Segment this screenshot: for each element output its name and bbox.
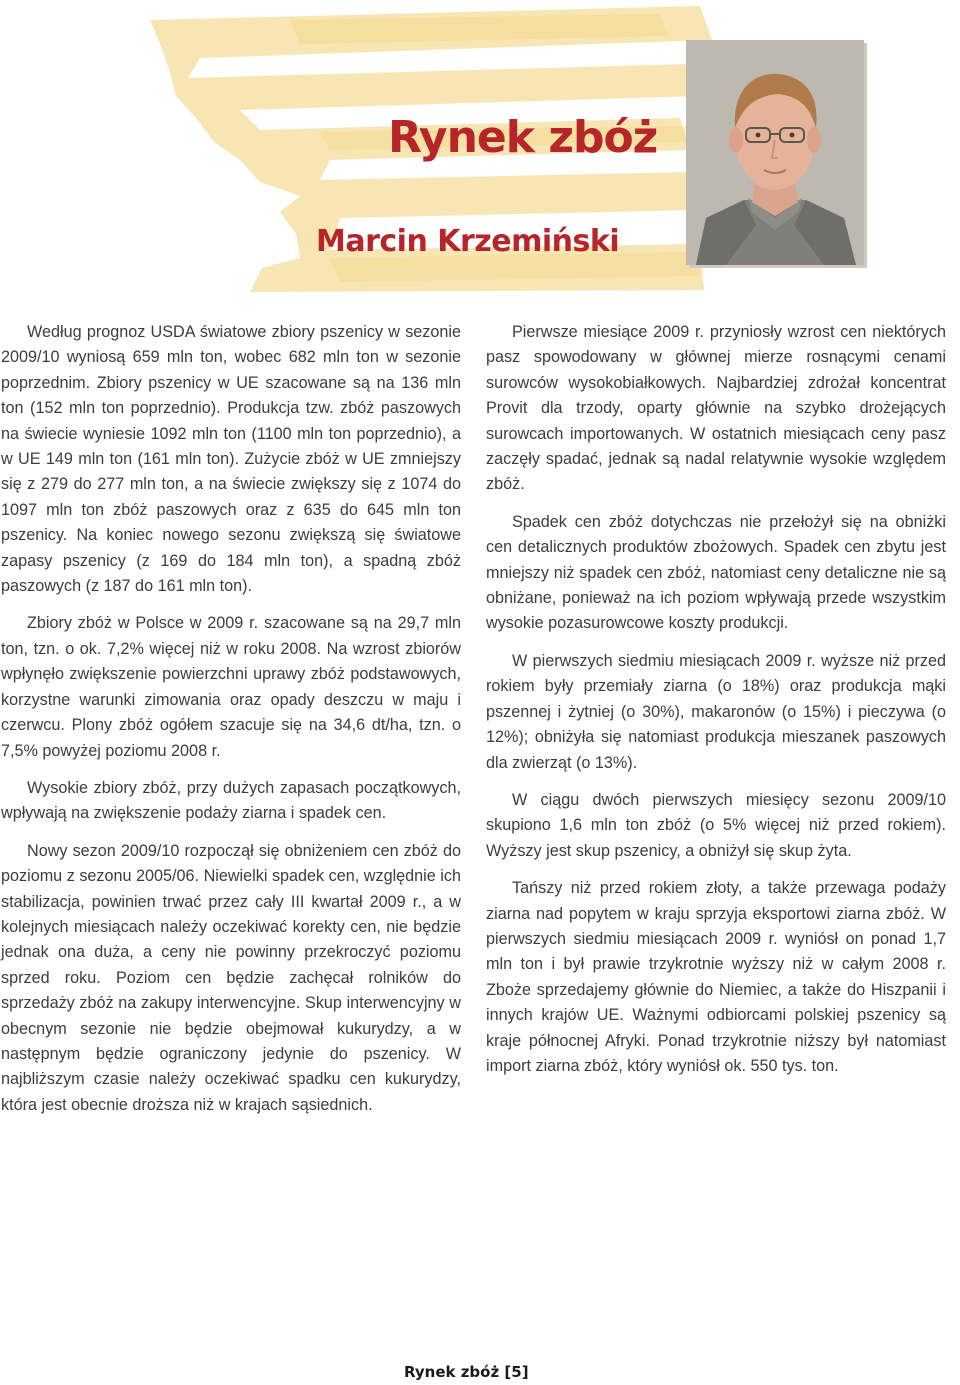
paragraph: Zbiory zbóż w Polsce w 2009 r. szacowane są na 29,7 mln ton, tzn. o ok. 7,2% więcej niż w roku 2008. Na wzrost zbiorów wpłynęło zwiększenie powierzchni uprawy zbóż podstawowych, korzystne warunki zimowania oraz opady deszczu w maju i czerwcu. Plony zbóż ogółem szacuje się na 34,6 dt/ha, tzn. o 7,5% powyżej poziomu 2008 r. xyxy=(1,614,461,760)
paragraph: Według prognoz USDA światowe zbiory pszenicy w sezonie 2009/10 wyniosą 659 mln ton, wobec 682 mln ton w sezonie poprzednim. Zbiory pszenicy w UE szacowane są na 136 mln ton (152 mln ton poprzednio). Produkcja tzw. zbóż paszowych na świecie wyniesie 1092 mln ton (1100 mln ton poprzednio), a w UE 149 mln ton (161 mln ton). Zużycie zbóż w UE zmniejszy się z 279 do 277 mln ton, a na świecie zwiększy się z 1074 do 1097 mln ton zbóż paszowych oraz z 635 do 645 mln ton pszenicy. Na koniec nowego sezonu zwiększą się światowe zapasy pszenicy (z 169 do 184 mln ton), a spadną zbóż paszowych (z 187 do 161 mln ton). xyxy=(1,323,461,596)
left-column xyxy=(1,320,461,1130)
paragraph: Spadek cen zbóż dotychczas nie przełożył się na obniżki cen detalicznych produktów zbożowych. Spadek cen zbytu jest mniejszy niż spadek cen zbóż, natomiast ceny detaliczne nie są obniżane, ponieważ na ich poziom wpływają przede wszystkim wysokie pozasurowcowe koszty produkcji. xyxy=(486,512,946,633)
right-column xyxy=(486,320,946,1091)
page-title: Rynek zbóż xyxy=(388,112,658,163)
paragraph: Pierwsze miesiące 2009 r. przyniosły wzrost cen niektórych pasz spowodowany w głównej mierze rosnącymi cenami surowców wysokobiałkowych. Najbardziej zdrożał koncentrat Provit dla trzody, oparty głównie na szybko drożejących surowcach importowanych. W ostatnich miesiącach ceny pasz zaczęły spadać, jednak są nadal relatywnie wysokie względem zbóż. xyxy=(486,323,946,494)
paragraph: W pierwszych siedmiu miesiącach 2009 r. wyższe niż przed rokiem były przemiały ziarna (o 18%) oraz produkcja mąki pszennej i żytniej (o 30%), makaronów (o 15%) i pieczywa (o 12%); obniżyła się natomiast produkcja mieszanek paszowych dla zwierząt (o 13%). xyxy=(486,651,946,772)
author-portrait-icon xyxy=(686,40,864,265)
paragraph: W ciągu dwóch pierwszych miesięcy sezonu 2009/10 skupiono 1,6 mln ton zbóż (o 5% więcej niż przed rokiem). Wyższy jest skup pszenicy, a obniżył się skup żyta. xyxy=(486,790,946,860)
author-photo xyxy=(686,40,864,265)
paragraph: Nowy sezon 2009/10 rozpoczął się obniżeniem cen zbóż do poziomu z sezonu 2005/06. Niewielki spadek cen, względnie ich stabilizacja, powinien trwać przez cały III kwartał 2009 r., a w kolejnych miesiącach należy oczekiwać korekty cen, nie będzie jednak ona duża, a ceny nie powinny przekroczyć poziomu sprzed roku. Poziom cen będzie zachęcał rolników do sprzedaży zbóż na zakupy interwencyjne. Skup interwencyjny w obecnym sezonie nie będzie obejmował kukurydzy, a w następnym będzie ograniczony jedynie do pszenicy. W najbliższym czasie należy oczekiwać spadku cen kukurydzy, która jest obecnie droższa niż w krajach sąsiednich. xyxy=(1,841,461,1114)
author-name: Marcin Krzemiński xyxy=(316,224,620,259)
page-footer: Rynek zbóż [5] xyxy=(404,1363,529,1381)
paragraph: Tańszy niż przed rokiem złoty, a także przewaga podaży ziarna nad popytem w kraju sprzyja eksportowi ziarna zbóż. W pierwszych siedmiu miesiącach 2009 r. wyniósł on ponad 1,7 mln ton i był prawie trzykrotnie wyższy niż w całym 2008 r. Zboże sprzedajemy głównie do Niemiec, a także do Hiszpanii i innych krajów UE. Ważnymi odbiorcami polskiej pszenicy są kraje północnej Afryki. Ponad trzykrotnie niższy był natomiast import ziarna zbóż, który wyniósł ok. 550 tys. ton. xyxy=(486,879,946,1075)
paragraph: Wysokie zbiory zbóż, przy dużych zapasach początkowych, wpływają na zwiększenie podaży ziarna i spadek cen. xyxy=(1,778,461,823)
